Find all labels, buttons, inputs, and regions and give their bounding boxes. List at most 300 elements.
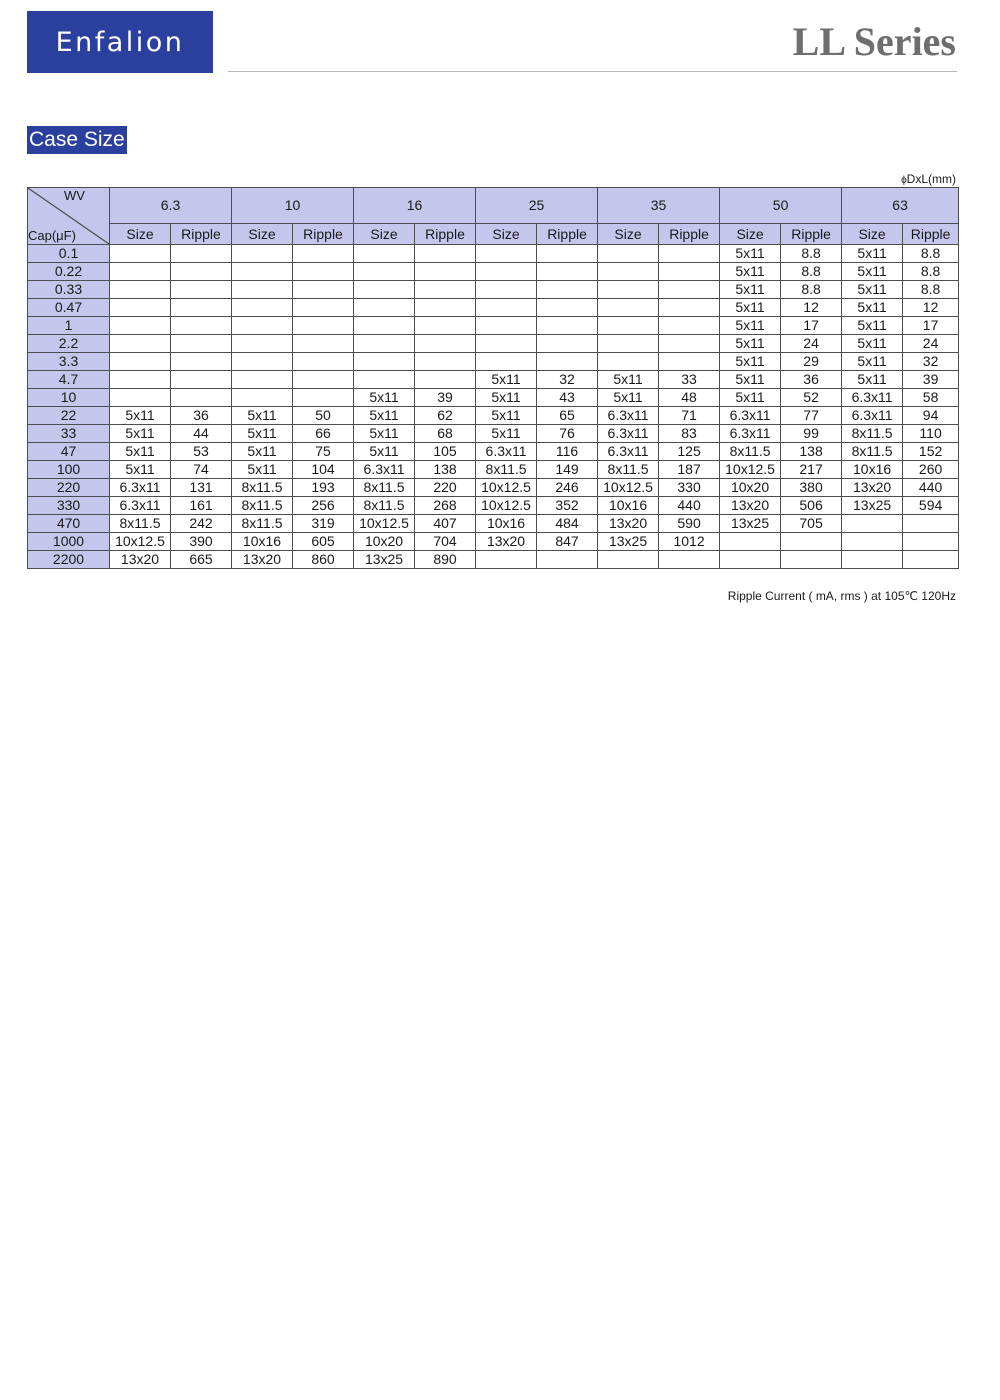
size-cell: 5x11 xyxy=(110,443,171,461)
ripple-cell: 8.8 xyxy=(903,281,959,299)
ripple-cell xyxy=(293,371,354,389)
size-header: Size xyxy=(720,224,781,245)
size-cell xyxy=(354,317,415,335)
ripple-cell: 12 xyxy=(781,299,842,317)
ripple-cell: 8.8 xyxy=(781,263,842,281)
ripple-cell: 43 xyxy=(537,389,598,407)
size-cell xyxy=(598,551,659,569)
size-cell: 5x11 xyxy=(842,299,903,317)
size-cell: 10x16 xyxy=(232,533,293,551)
table-row xyxy=(28,497,959,515)
ripple-cell: 330 xyxy=(659,479,720,497)
size-cell xyxy=(110,371,171,389)
case-size-table xyxy=(27,187,959,569)
ripple-cell: 71 xyxy=(659,407,720,425)
size-cell xyxy=(842,551,903,569)
size-cell: 5x11 xyxy=(354,389,415,407)
table-row xyxy=(28,263,959,281)
ripple-cell: 24 xyxy=(903,335,959,353)
ripple-cell: 220 xyxy=(415,479,476,497)
size-cell xyxy=(598,335,659,353)
size-cell xyxy=(720,551,781,569)
size-cell: 6.3x11 xyxy=(842,389,903,407)
ripple-cell: 74 xyxy=(171,461,232,479)
ripple-cell xyxy=(293,389,354,407)
ripple-cell: 705 xyxy=(781,515,842,533)
table-row xyxy=(28,245,959,263)
size-cell xyxy=(842,515,903,533)
ripple-cell xyxy=(171,371,232,389)
size-cell xyxy=(598,281,659,299)
size-cell: 6.3x11 xyxy=(598,407,659,425)
ripple-cell: 256 xyxy=(293,497,354,515)
ripple-cell: 39 xyxy=(903,371,959,389)
capacitance-cell: 470 xyxy=(28,515,110,533)
ripple-cell: 8.8 xyxy=(781,281,842,299)
ripple-cell: 138 xyxy=(415,461,476,479)
size-cell: 5x11 xyxy=(110,407,171,425)
ripple-cell: 152 xyxy=(903,443,959,461)
size-cell: 13x25 xyxy=(720,515,781,533)
ripple-cell xyxy=(415,245,476,263)
size-cell: 6.3x11 xyxy=(110,479,171,497)
ripple-cell: 484 xyxy=(537,515,598,533)
ripple-cell xyxy=(537,281,598,299)
table-row xyxy=(28,533,959,551)
size-cell: 10x12.5 xyxy=(354,515,415,533)
ripple-cell xyxy=(415,335,476,353)
ripple-cell: 24 xyxy=(781,335,842,353)
capacitance-cell: 22 xyxy=(28,407,110,425)
size-cell: 13x20 xyxy=(476,533,537,551)
capacitance-cell: 33 xyxy=(28,425,110,443)
size-cell: 5x11 xyxy=(720,389,781,407)
table-row xyxy=(28,281,959,299)
ripple-header: Ripple xyxy=(293,224,354,245)
size-cell: 8x11.5 xyxy=(232,497,293,515)
size-cell: 5x11 xyxy=(720,371,781,389)
size-cell xyxy=(232,389,293,407)
ripple-cell: 17 xyxy=(903,317,959,335)
size-cell: 10x12.5 xyxy=(476,479,537,497)
ripple-cell: 605 xyxy=(293,533,354,551)
size-cell: 8x11.5 xyxy=(110,515,171,533)
size-cell: 6.3x11 xyxy=(720,425,781,443)
ripple-cell xyxy=(903,515,959,533)
voltage-header: 63 xyxy=(842,188,959,224)
ripple-cell xyxy=(537,263,598,281)
size-cell: 5x11 xyxy=(720,245,781,263)
ripple-cell: 1012 xyxy=(659,533,720,551)
ripple-cell: 138 xyxy=(781,443,842,461)
size-cell: 5x11 xyxy=(476,389,537,407)
size-cell xyxy=(354,263,415,281)
ripple-cell: 590 xyxy=(659,515,720,533)
ripple-cell: 847 xyxy=(537,533,598,551)
size-cell: 10x16 xyxy=(598,497,659,515)
capacitance-cell: 100 xyxy=(28,461,110,479)
ripple-cell xyxy=(781,533,842,551)
size-cell: 13x20 xyxy=(720,497,781,515)
size-cell: 5x11 xyxy=(354,407,415,425)
table-row xyxy=(28,317,959,335)
ripple-cell xyxy=(293,299,354,317)
size-cell: 8x11.5 xyxy=(232,479,293,497)
size-cell xyxy=(598,263,659,281)
ripple-cell xyxy=(171,389,232,407)
size-cell xyxy=(232,317,293,335)
size-cell: 10x16 xyxy=(476,515,537,533)
ripple-cell xyxy=(293,317,354,335)
ripple-cell xyxy=(537,335,598,353)
size-cell xyxy=(354,353,415,371)
size-cell xyxy=(110,281,171,299)
size-cell: 5x11 xyxy=(598,371,659,389)
ripple-cell xyxy=(903,533,959,551)
table-row xyxy=(28,389,959,407)
size-cell xyxy=(476,353,537,371)
ripple-cell: 99 xyxy=(781,425,842,443)
ripple-cell xyxy=(171,281,232,299)
ripple-cell: 83 xyxy=(659,425,720,443)
table-row xyxy=(28,443,959,461)
table-body xyxy=(28,245,959,569)
size-cell: 8x11.5 xyxy=(598,461,659,479)
ripple-cell: 32 xyxy=(537,371,598,389)
ripple-cell xyxy=(415,353,476,371)
size-cell: 10x20 xyxy=(720,479,781,497)
size-cell: 10x12.5 xyxy=(476,497,537,515)
size-cell: 5x11 xyxy=(720,299,781,317)
size-cell xyxy=(110,299,171,317)
size-cell: 5x11 xyxy=(842,245,903,263)
size-cell: 13x20 xyxy=(598,515,659,533)
size-cell: 5x11 xyxy=(354,443,415,461)
size-cell: 10x12.5 xyxy=(720,461,781,479)
ripple-cell: 131 xyxy=(171,479,232,497)
size-cell xyxy=(476,335,537,353)
ripple-cell: 246 xyxy=(537,479,598,497)
size-cell xyxy=(476,317,537,335)
voltage-header: 50 xyxy=(720,188,842,224)
ripple-header: Ripple xyxy=(781,224,842,245)
ripple-cell: 193 xyxy=(293,479,354,497)
size-cell xyxy=(232,335,293,353)
ripple-cell: 8.8 xyxy=(781,245,842,263)
size-cell: 13x25 xyxy=(354,551,415,569)
table-row xyxy=(28,371,959,389)
size-cell: 5x11 xyxy=(232,461,293,479)
size-header: Size xyxy=(354,224,415,245)
ripple-cell: 52 xyxy=(781,389,842,407)
size-cell: 10x12.5 xyxy=(110,533,171,551)
ripple-footnote: Ripple Current ( mA, rms ) at 105℃ 120Hz xyxy=(727,589,956,603)
ripple-cell xyxy=(659,281,720,299)
ripple-cell: 36 xyxy=(171,407,232,425)
ripple-cell: 380 xyxy=(781,479,842,497)
size-cell: 13x25 xyxy=(842,497,903,515)
size-cell xyxy=(476,245,537,263)
size-cell: 5x11 xyxy=(232,407,293,425)
ripple-cell: 58 xyxy=(903,389,959,407)
size-cell: 5x11 xyxy=(720,335,781,353)
ripple-cell: 104 xyxy=(293,461,354,479)
ripple-cell: 17 xyxy=(781,317,842,335)
size-cell: 13x25 xyxy=(598,533,659,551)
size-cell xyxy=(232,299,293,317)
size-cell xyxy=(598,353,659,371)
ripple-cell: 39 xyxy=(415,389,476,407)
header-divider xyxy=(228,71,957,72)
capacitance-cell: 47 xyxy=(28,443,110,461)
voltage-header: 25 xyxy=(476,188,598,224)
ripple-header: Ripple xyxy=(537,224,598,245)
size-cell: 8x11.5 xyxy=(354,479,415,497)
size-cell: 5x11 xyxy=(232,425,293,443)
ripple-cell: 48 xyxy=(659,389,720,407)
ripple-cell xyxy=(171,335,232,353)
size-cell: 8x11.5 xyxy=(232,515,293,533)
table-row xyxy=(28,551,959,569)
ripple-cell xyxy=(171,299,232,317)
ripple-cell xyxy=(415,299,476,317)
size-cell: 5x11 xyxy=(842,317,903,335)
size-cell: 5x11 xyxy=(842,371,903,389)
ripple-cell: 440 xyxy=(903,479,959,497)
ripple-cell xyxy=(537,551,598,569)
size-cell xyxy=(354,281,415,299)
size-cell: 8x11.5 xyxy=(842,425,903,443)
size-cell: 10x12.5 xyxy=(598,479,659,497)
size-cell: 5x11 xyxy=(476,407,537,425)
ripple-cell: 53 xyxy=(171,443,232,461)
size-cell xyxy=(354,371,415,389)
table-row xyxy=(28,407,959,425)
size-cell: 6.3x11 xyxy=(598,425,659,443)
ripple-cell: 65 xyxy=(537,407,598,425)
table-row xyxy=(28,461,959,479)
size-cell xyxy=(598,245,659,263)
size-cell: 5x11 xyxy=(720,281,781,299)
size-cell: 5x11 xyxy=(842,281,903,299)
capacitance-cell: 220 xyxy=(28,479,110,497)
ripple-cell: 407 xyxy=(415,515,476,533)
ripple-cell xyxy=(659,551,720,569)
size-cell xyxy=(354,245,415,263)
ripple-cell: 68 xyxy=(415,425,476,443)
size-cell: 13x20 xyxy=(232,551,293,569)
size-cell xyxy=(110,317,171,335)
ripple-cell xyxy=(171,263,232,281)
size-cell: 6.3x11 xyxy=(842,407,903,425)
ripple-cell: 76 xyxy=(537,425,598,443)
ripple-cell xyxy=(659,299,720,317)
ripple-cell xyxy=(171,317,232,335)
table-row xyxy=(28,479,959,497)
ripple-cell xyxy=(171,353,232,371)
size-cell xyxy=(476,551,537,569)
ripple-cell: 75 xyxy=(293,443,354,461)
unit-text: DxL(mm) xyxy=(906,172,956,186)
ripple-cell: 149 xyxy=(537,461,598,479)
size-cell xyxy=(110,353,171,371)
ripple-cell xyxy=(415,281,476,299)
ripple-cell: 319 xyxy=(293,515,354,533)
series-title: LL Series xyxy=(792,19,956,64)
ripple-cell: 125 xyxy=(659,443,720,461)
ripple-header: Ripple xyxy=(659,224,720,245)
size-header: Size xyxy=(110,224,171,245)
capacitance-cell: 1 xyxy=(28,317,110,335)
ripple-cell xyxy=(293,281,354,299)
table-row xyxy=(28,353,959,371)
size-cell: 10x16 xyxy=(842,461,903,479)
size-cell: 5x11 xyxy=(842,335,903,353)
size-cell: 6.3x11 xyxy=(110,497,171,515)
ripple-cell xyxy=(537,353,598,371)
ripple-cell xyxy=(293,263,354,281)
voltage-header: 10 xyxy=(232,188,354,224)
table-corner-header xyxy=(28,188,110,245)
ripple-cell: 242 xyxy=(171,515,232,533)
size-cell xyxy=(232,245,293,263)
size-cell xyxy=(598,299,659,317)
voltage-header-row xyxy=(28,188,959,224)
size-cell: 5x11 xyxy=(110,461,171,479)
ripple-header: Ripple xyxy=(171,224,232,245)
ripple-cell: 29 xyxy=(781,353,842,371)
ripple-cell: 161 xyxy=(171,497,232,515)
size-cell: 8x11.5 xyxy=(354,497,415,515)
ripple-cell: 36 xyxy=(781,371,842,389)
size-cell xyxy=(354,335,415,353)
table-row xyxy=(28,425,959,443)
size-cell xyxy=(110,389,171,407)
ripple-cell xyxy=(171,245,232,263)
ripple-cell: 12 xyxy=(903,299,959,317)
ripple-cell: 77 xyxy=(781,407,842,425)
size-cell: 10x20 xyxy=(354,533,415,551)
ripple-cell: 352 xyxy=(537,497,598,515)
size-cell: 5x11 xyxy=(720,263,781,281)
ripple-cell: 860 xyxy=(293,551,354,569)
size-cell: 6.3x11 xyxy=(720,407,781,425)
unit-note xyxy=(901,172,956,186)
ripple-cell: 8.8 xyxy=(903,263,959,281)
section-title: Case Size xyxy=(27,126,127,154)
size-cell xyxy=(110,263,171,281)
ripple-cell xyxy=(781,551,842,569)
size-cell xyxy=(110,245,171,263)
ripple-cell xyxy=(293,245,354,263)
size-cell: 8x11.5 xyxy=(842,443,903,461)
capacitance-cell: 0.22 xyxy=(28,263,110,281)
size-cell xyxy=(354,299,415,317)
ripple-cell xyxy=(659,353,720,371)
ripple-cell: 44 xyxy=(171,425,232,443)
size-cell xyxy=(842,533,903,551)
ripple-cell: 506 xyxy=(781,497,842,515)
capacitance-cell: 0.47 xyxy=(28,299,110,317)
capacitance-cell: 330 xyxy=(28,497,110,515)
size-cell xyxy=(232,353,293,371)
brand-logo: Enfalion xyxy=(27,11,213,73)
ripple-cell: 440 xyxy=(659,497,720,515)
ripple-cell: 94 xyxy=(903,407,959,425)
size-cell: 8x11.5 xyxy=(720,443,781,461)
size-cell: 5x11 xyxy=(110,425,171,443)
ripple-cell xyxy=(415,263,476,281)
size-cell xyxy=(598,317,659,335)
size-cell: 5x11 xyxy=(232,443,293,461)
ripple-cell: 116 xyxy=(537,443,598,461)
table-row xyxy=(28,335,959,353)
ripple-header: Ripple xyxy=(415,224,476,245)
ripple-cell: 390 xyxy=(171,533,232,551)
ripple-cell: 187 xyxy=(659,461,720,479)
ripple-cell: 50 xyxy=(293,407,354,425)
ripple-cell: 665 xyxy=(171,551,232,569)
ripple-cell: 268 xyxy=(415,497,476,515)
ripple-cell xyxy=(903,551,959,569)
size-cell xyxy=(476,263,537,281)
size-cell: 5x11 xyxy=(720,353,781,371)
size-cell: 13x20 xyxy=(842,479,903,497)
size-header: Size xyxy=(598,224,659,245)
ripple-header: Ripple xyxy=(903,224,959,245)
capacitance-cell: 1000 xyxy=(28,533,110,551)
ripple-cell: 704 xyxy=(415,533,476,551)
size-cell: 8x11.5 xyxy=(476,461,537,479)
size-cell: 5x11 xyxy=(720,317,781,335)
table-row xyxy=(28,299,959,317)
ripple-cell: 260 xyxy=(903,461,959,479)
size-header: Size xyxy=(842,224,903,245)
ripple-cell xyxy=(537,317,598,335)
subheader-row xyxy=(28,224,959,245)
size-header: Size xyxy=(232,224,293,245)
size-cell: 6.3x11 xyxy=(598,443,659,461)
size-cell: 5x11 xyxy=(842,353,903,371)
capacitance-cell: 0.33 xyxy=(28,281,110,299)
capacitance-cell: 0.1 xyxy=(28,245,110,263)
ripple-cell: 8.8 xyxy=(903,245,959,263)
capacitance-cell: 2.2 xyxy=(28,335,110,353)
size-cell xyxy=(720,533,781,551)
size-cell: 5x11 xyxy=(354,425,415,443)
capacitance-cell: 10 xyxy=(28,389,110,407)
wv-label: WV xyxy=(64,188,85,203)
size-cell: 5x11 xyxy=(842,263,903,281)
size-cell: 5x11 xyxy=(476,371,537,389)
ripple-cell: 110 xyxy=(903,425,959,443)
voltage-header: 6.3 xyxy=(110,188,232,224)
voltage-header: 16 xyxy=(354,188,476,224)
ripple-cell: 32 xyxy=(903,353,959,371)
size-cell xyxy=(232,371,293,389)
ripple-cell xyxy=(293,335,354,353)
ripple-cell: 62 xyxy=(415,407,476,425)
ripple-cell xyxy=(537,245,598,263)
ripple-cell: 105 xyxy=(415,443,476,461)
ripple-cell: 217 xyxy=(781,461,842,479)
size-header: Size xyxy=(476,224,537,245)
size-cell xyxy=(476,299,537,317)
cap-label: Cap(μF) xyxy=(28,228,76,243)
table-row xyxy=(28,515,959,533)
size-cell xyxy=(110,335,171,353)
size-cell: 13x20 xyxy=(110,551,171,569)
